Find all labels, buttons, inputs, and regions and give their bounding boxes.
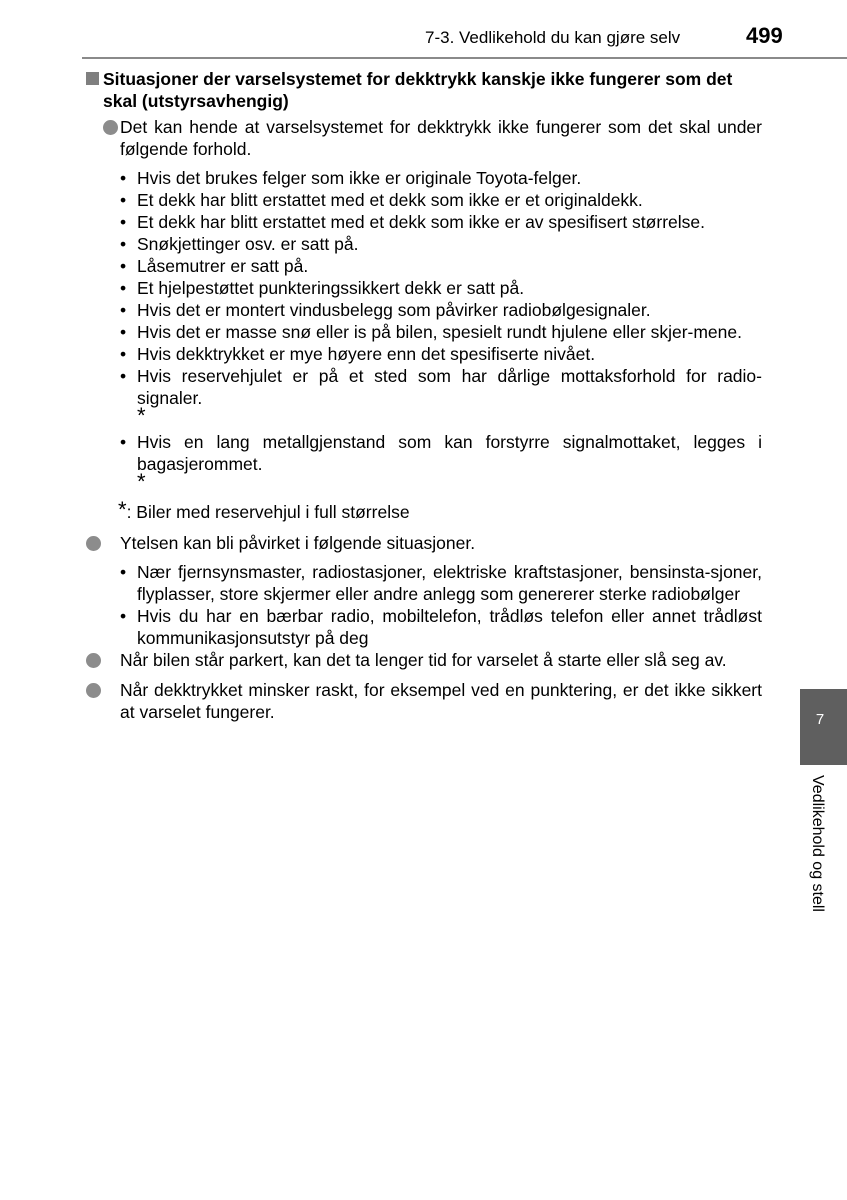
list-item-text: Hvis en lang metallgjenstand som kan forstyrre signalmottaket, legges i bagasjerommet. <box>137 432 762 474</box>
list-item <box>86 431 762 497</box>
list-item-text: Et dekk har blitt erstattet med et dekk som ikke er et originaldekk. <box>137 190 643 210</box>
list-item <box>86 561 762 605</box>
asterisk-mark: * <box>137 469 146 494</box>
bullet-icon: • <box>120 344 127 364</box>
list-item-text: Hvis dekktrykket er mye høyere enn det spesifiserte nivået. <box>137 344 596 364</box>
list-item <box>86 343 762 365</box>
section-heading <box>86 68 762 112</box>
list-item-text: Hvis det er masse snø eller is på bilen, spesielt rundt hjulene eller skjer-mene. <box>137 322 742 342</box>
section-heading-text: Situasjoner der varselsystemet for dekktrykk kanskje ikke fungerer som det skal (utstyrsavhengig) <box>103 69 733 111</box>
list-item <box>86 167 762 189</box>
chapter-label: Vedlikehold og stell <box>809 775 826 912</box>
paragraph-parked <box>86 649 762 671</box>
bullet-icon: • <box>120 256 127 276</box>
list-item-text: Låsemutrer er satt på. <box>137 256 309 276</box>
list-item <box>86 255 762 277</box>
circle-bullet-icon <box>86 653 101 668</box>
chapter-tab <box>800 689 847 765</box>
circle-bullet-icon <box>86 536 101 551</box>
bullet-icon: • <box>120 212 127 232</box>
list-item-text: Hvis du har en bærbar radio, mobiltelefon, trådløs telefon eller annet trådløst kommunikasjonsutstyr på deg <box>137 606 762 648</box>
asterisk-mark: * <box>118 497 127 522</box>
bullet-icon: • <box>120 168 127 188</box>
asterisk-mark: * <box>137 403 146 428</box>
list-item <box>86 365 762 431</box>
bullet-icon: • <box>120 562 127 582</box>
list-item <box>86 321 762 343</box>
circle-bullet-icon <box>86 683 101 698</box>
footnote-text: : Biler med reservehjul i full størrelse <box>126 502 410 522</box>
footnote <box>86 497 762 523</box>
list-item-text: Snøkjettinger osv. er satt på. <box>137 234 359 254</box>
list-item-text: Et hjelpestøttet punkteringssikkert dekk er satt på. <box>137 278 525 298</box>
chapter-number: 7 <box>815 711 825 728</box>
paragraph-text: Når dekktrykket minsker raskt, for eksempel ved en punktering, er det ikke sikkert at varselet fungerer. <box>120 680 762 722</box>
list-item <box>86 277 762 299</box>
main-content <box>86 68 762 723</box>
bullet-icon: • <box>120 432 127 452</box>
situations-list <box>86 561 762 649</box>
bullet-icon: • <box>120 190 127 210</box>
paragraph-performance <box>86 532 762 554</box>
paragraph-conditions <box>86 116 762 160</box>
header-section-title: 7-3. Vedlikehold du kan gjøre selv <box>425 28 681 47</box>
list-item <box>86 211 762 233</box>
list-item <box>86 233 762 255</box>
bullet-icon: • <box>120 234 127 254</box>
square-bullet-icon <box>86 72 99 85</box>
list-item <box>86 299 762 321</box>
paragraph-rapid-loss <box>86 679 762 723</box>
list-item <box>86 189 762 211</box>
bullet-icon: • <box>120 366 127 386</box>
bullet-icon: • <box>120 300 127 320</box>
page-number: 499 <box>746 23 783 48</box>
list-item-text: Hvis reservehjulet er på et sted som har dårlige mottaksforhold for radio-signaler. <box>137 366 762 408</box>
bullet-icon: • <box>120 278 127 298</box>
list-item-text: Nær fjernsynsmaster, radiostasjoner, elektriske kraftstasjoner, bensinsta-sjoner, flyplasser, store skjermer eller andre anlegg som genererer sterke radiobølger <box>137 562 762 604</box>
paragraph-text: Det kan hende at varselsystemet for dekktrykk ikke fungerer som det skal under følgende forhold. <box>120 117 762 159</box>
bullet-icon: • <box>120 606 127 626</box>
conditions-list <box>86 167 762 497</box>
list-item <box>86 605 762 649</box>
header-divider <box>82 57 847 59</box>
list-item-text: Hvis det brukes felger som ikke er originale Toyota-felger. <box>137 168 582 188</box>
bullet-icon: • <box>120 322 127 342</box>
list-item-text: Hvis det er montert vindusbelegg som påvirker radiobølgesignaler. <box>137 300 651 320</box>
paragraph-text: Når bilen står parkert, kan det ta lenger tid for varselet å starte eller slå seg av. <box>120 650 727 670</box>
circle-bullet-icon <box>103 120 118 135</box>
paragraph-text: Ytelsen kan bli påvirket i følgende situasjoner. <box>120 533 476 553</box>
list-item-text: Et dekk har blitt erstattet med et dekk som ikke er av spesifisert størrelse. <box>137 212 705 232</box>
